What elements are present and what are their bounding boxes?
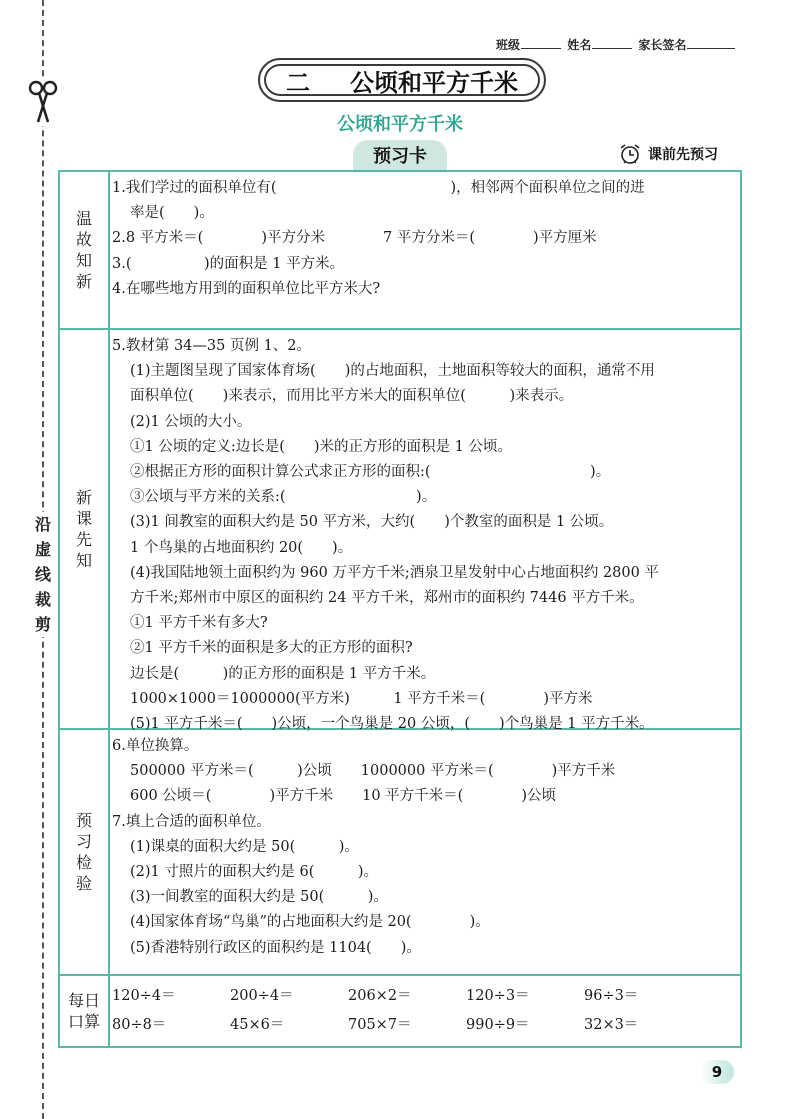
daily-problem: 206×2＝ [348, 987, 412, 1004]
section-label-daily: 每日口算 [67, 991, 100, 1031]
daily-problem: 705×7＝ [348, 1016, 412, 1033]
question-line: 6.单位换算。 [112, 738, 199, 754]
page-number: 9 [700, 1060, 734, 1084]
card-title: 预习卡 [353, 140, 447, 170]
class-label: 班级 [496, 38, 521, 52]
section-daily [60, 976, 740, 1046]
daily-problem: 32×3＝ [584, 1016, 639, 1033]
question-line: 2.8 平方米＝( )平方分米 7 平方分米＝( )平方厘米 [112, 230, 597, 247]
question-line: ①1 公顷的定义:边长是( )米的正方形的面积是 1 公顷。 [130, 438, 512, 455]
section-label-new: 新课先知 [75, 488, 92, 570]
question-line: (3)一间教室的面积大约是 50( )。 [130, 889, 388, 906]
question-line: (2)1 公顷的大小。 [130, 413, 252, 430]
unit-name: 公顷和平方千米 [350, 68, 518, 97]
daily-content [112, 982, 734, 1040]
question-line: (5)香港特别行政区的面积约是 1104( )。 [130, 939, 421, 956]
lesson-title: 公顷和平方千米 [337, 114, 463, 135]
question-line: (4)我国陆地领土面积约为 960 万平方千米;酒泉卫星发射中心占地面积约 2800 平 [130, 564, 659, 581]
question-line: 500000 平方米＝( )公顷 1000000 平方米＝( )平方千米 [130, 763, 616, 780]
daily-problem: 200÷4＝ [230, 987, 294, 1004]
question-line: 面积单位( )来表示，而用比平方米大的面积单位( )来表示。 [130, 388, 574, 405]
question-line: 方千米;郑州市中原区的面积约 24 平方千米，郑州市的面积约 7446 平方千米。 [130, 590, 644, 607]
section-label-review: 温故知新 [75, 209, 92, 291]
class-field[interactable] [521, 38, 561, 49]
question-line: (2)1 寸照片的面积大约是 6( )。 [130, 864, 379, 881]
question-line: 边长是( )的正方形的面积是 1 平方千米。 [130, 665, 436, 682]
question-line: 1.我们学过的面积单位有( )，相邻两个面积单位之间的进 [112, 180, 645, 196]
daily-problem: 45×6＝ [230, 1016, 285, 1033]
question-line: 率是( )。 [130, 205, 214, 222]
question-line: 1000×1000＝1000000(平方米) 1 平方千米＝( )平方米 [130, 690, 593, 707]
cut-guide-text: 沿 虚 线 裁 剪 [31, 512, 55, 637]
question-line: (1)主题图呈现了国家体育场( )的占地面积，土地面积等较大的面积，通常不用 [130, 363, 655, 380]
section-new [60, 330, 740, 733]
question-line: ①1 平方千米有多大? [130, 615, 268, 632]
parent-signature-label: 家长签名 [638, 38, 687, 52]
daily-problem: 120÷4＝ [112, 987, 176, 1004]
review-content [112, 176, 734, 302]
parent-signature-field[interactable] [687, 38, 735, 49]
name-label: 姓名 [567, 38, 592, 52]
preview-card [58, 170, 742, 1048]
section-review [60, 172, 740, 330]
check-content [112, 734, 734, 961]
question-line: 5.教材第 34—35 页例 1、2。 [112, 338, 312, 354]
question-line: ②根据正方形的面积计算公式求正方形的面积:( )。 [130, 464, 611, 481]
section-label-check: 预习检验 [75, 811, 92, 893]
question-line: ②1 平方千米的面积是多大的正方形的面积? [130, 640, 413, 657]
question-line: 7.填上合适的面积单位。 [112, 813, 271, 830]
unit-title [258, 58, 546, 102]
new-content [112, 334, 734, 737]
daily-problem: 990÷9＝ [466, 1016, 530, 1033]
question-line: 3.( )的面积是 1 平方米。 [112, 255, 345, 272]
preview-label: 课前先预习 [618, 143, 718, 165]
name-field[interactable] [592, 38, 632, 49]
question-line: (1)课桌的面积大约是 50( )。 [130, 838, 359, 855]
question-line: 4.在哪些地方用到的面积单位比平方米大? [112, 280, 381, 297]
daily-problem: 96÷3＝ [584, 987, 639, 1004]
question-line: 600 公顷＝( )平方千米 10 平方千米＝( )公顷 [130, 788, 556, 805]
section-check [60, 730, 740, 976]
daily-problem: 120÷3＝ [466, 987, 530, 1004]
question-line: (5)1 平方千米＝( )公顷，一个鸟巢是 20 公顷，( )个鸟巢是 1 平方千米。 [130, 716, 654, 733]
question-line: ③公顷与平方米的关系:( )。 [130, 489, 437, 506]
unit-number: 二 [286, 68, 310, 97]
question-line: 1 个鸟巢的占地面积约 20( )。 [130, 539, 353, 556]
daily-row [112, 982, 734, 1011]
question-line: (4)国家体育场“鸟巢”的占地面积大约是 20( )。 [130, 914, 490, 931]
question-line: (3)1 间教室的面积大约是 50 平方米，大约( )个教室的面积是 1 公顷。 [130, 514, 614, 531]
daily-row [112, 1011, 734, 1040]
daily-problem: 80÷8＝ [112, 1016, 167, 1033]
alarm-clock-icon [618, 143, 642, 165]
signature-bar [496, 36, 756, 53]
